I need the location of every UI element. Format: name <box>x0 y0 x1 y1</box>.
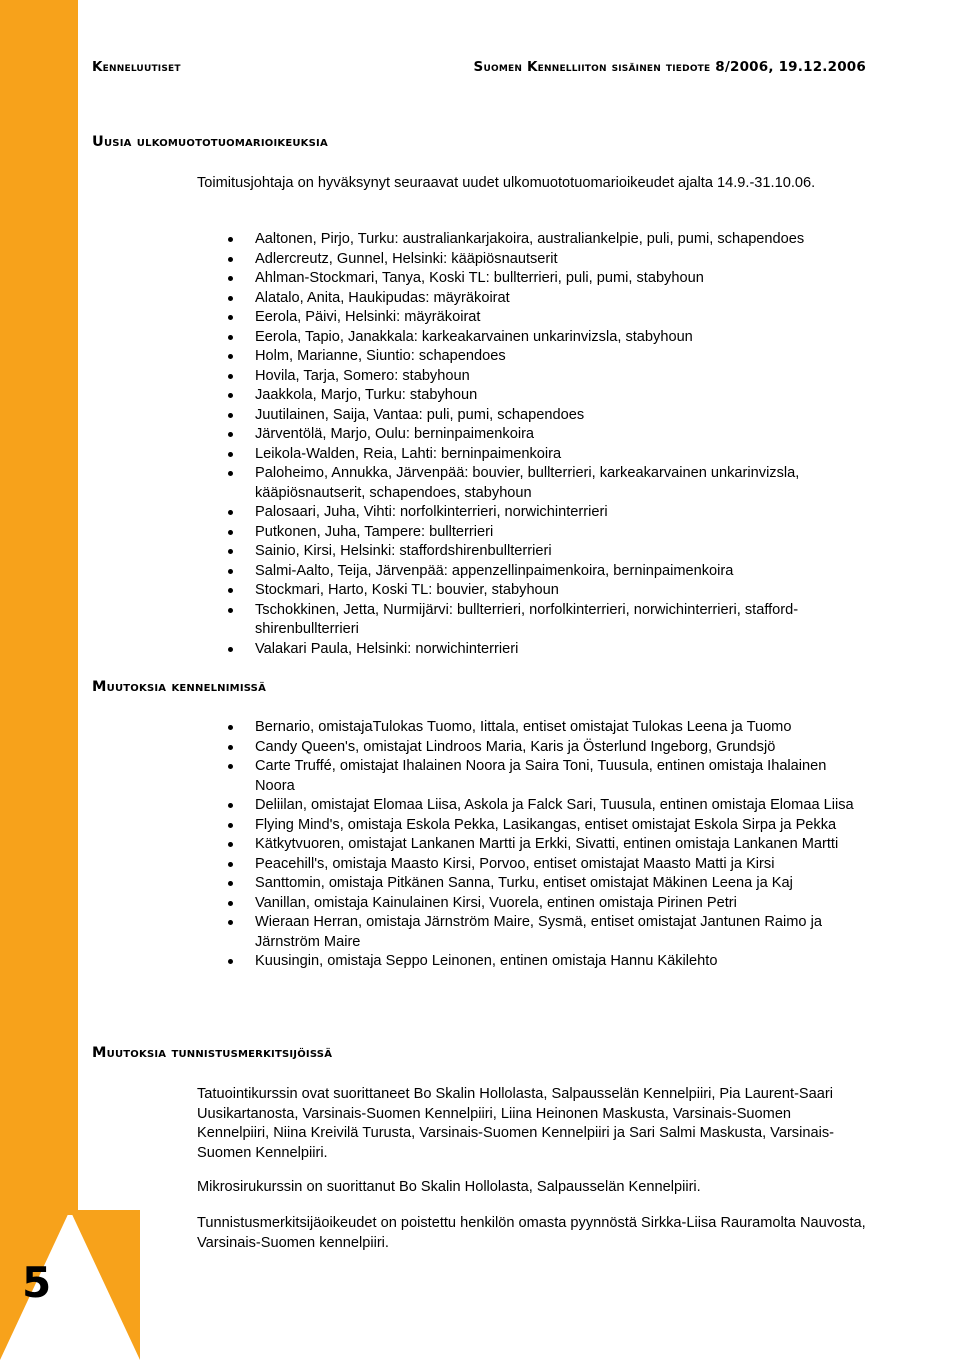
list-item: Paloheimo, Annukka, Järvenpää: bouvier, bullterrieri, karkeakarvainen unkarinvizsla, kääpiösnautserit, schapendoes, stabyhoun <box>228 464 868 503</box>
list-item: Deliilan, omistajat Elomaa Liisa, Askola ja Falck Sari, Tuusula, entinen omistaja Elomaa Liisa <box>228 796 868 816</box>
section-heading-identification-markers: Muutoksia tunnistusmerkitsijöissä <box>92 1045 333 1061</box>
list-item: Peacehill's, omistaja Maasto Kirsi, Porvoo, entiset omistajat Maasto Matti ja Kirsi <box>228 855 868 875</box>
paragraph-microchip-course: Mikrosirukurssin on suorittanut Bo Skalin Hollolasta, Salpausselän Kennelpiiri. <box>197 1179 701 1195</box>
section-heading-kennel-names: Muutoksia kennelnimissä <box>92 679 267 695</box>
list-item: Eerola, Tapio, Janakkala: karkeakarvainen unkarinvizsla, stabyhoun <box>228 328 868 348</box>
paragraph-tattoo-course: Tatuointikurssin ovat suorittaneet Bo Skalin Hollolasta, Salpausselän Kennelpiiri, Pia Laurent-Saari Uusikartanosta, Varsinais-Suomen Kennelpiiri, Liina Heinonen Maskusta, Varsinais-Suomen Kennelpiiri, Niina Kreivilä Turusta, Varsinais-Suomen Kennelpiiri ja Sari Salmi Maskusta, Varsinais-Suomen Kennelpiiri. <box>197 1086 834 1161</box>
list-item: Holm, Marianne, Siuntio: schapendoes <box>228 347 868 367</box>
list-item: Flying Mind's, omistaja Eskola Pekka, Lasikangas, entiset omistajat Eskola Sirpa ja Pekka <box>228 816 868 836</box>
orange-side-bar <box>0 0 78 1215</box>
header-section-title: Kenneluutiset <box>92 59 181 75</box>
paragraph-rights-removed: Tunnistusmerkitsijäoikeudet on poistettu henkilön omasta pyynnöstä Sirkka-Liisa Rauramolta Nauvosta, Varsinais-Suomen kennelpiiri. <box>197 1215 866 1251</box>
list-item: Salmi-Aalto, Teija, Järvenpää: appenzellinpaimenkoira, berninpaimenkoira <box>228 562 868 582</box>
list-item: Sainio, Kirsi, Helsinki: staffordshirenbullterrieri <box>228 542 868 562</box>
list-item: Aaltonen, Pirjo, Turku: australiankarjakoira, australiankelpie, puli, pumi, schapendoes <box>228 230 868 250</box>
header-publication-info: Suomen Kennelliiton sisäinen tiedote 8/2006, 19.12.2006 <box>473 59 866 75</box>
list-item: Järventölä, Marjo, Oulu: berninpaimenkoira <box>228 425 868 445</box>
list-item: Hovila, Tarja, Somero: stabyhoun <box>228 367 868 387</box>
list-item: Putkonen, Juha, Tampere: bullterrieri <box>228 523 868 543</box>
list-item: Santtomin, omistaja Pitkänen Sanna, Turku, entiset omistajat Mäkinen Leena ja Kaj <box>228 874 868 894</box>
list-item: Valakari Paula, Helsinki: norwichinterrieri <box>228 640 868 660</box>
list-item: Eerola, Päivi, Helsinki: mäyräkoirat <box>228 308 868 328</box>
page-number: 5 <box>22 1258 52 1307</box>
list-item: Kätkytvuoren, omistajat Lankanen Martti ja Erkki, Sivatti, entinen omistaja Lankanen Martti <box>228 835 868 855</box>
list-item: Carte Truffé, omistajat Ihalainen Noora ja Saira Toni, Tuusula, entinen omistaja Ihalainen Noora <box>228 757 868 796</box>
section-intro: Toimitusjohtaja on hyväksynyt seuraavat uudet ulkomuototuomarioikeudet ajalta 14.9.-31.10.06. <box>197 175 816 191</box>
list-item: Candy Queen's, omistajat Lindroos Maria, Karis ja Österlund Ingeborg, Grundsjö <box>228 738 868 758</box>
list-item: Stockmari, Harto, Koski TL: bouvier, stabyhoun <box>228 581 868 601</box>
list-item: Palosaari, Juha, Vihti: norfolkinterrieri, norwichinterrieri <box>228 503 868 523</box>
list-item: Vanillan, omistaja Kainulainen Kirsi, Vuorela, entinen omistaja Pirinen Petri <box>228 894 868 914</box>
section-heading-judging-rights: Uusia ulkomuototuomarioikeuksia <box>92 134 328 150</box>
list-item: Bernario, omistajaTulokas Tuomo, Iittala, entiset omistajat Tulokas Leena ja Tuomo <box>228 718 868 738</box>
list-item: Alatalo, Anita, Haukipudas: mäyräkoirat <box>228 289 868 309</box>
list-item: Leikola-Walden, Reia, Lahti: berninpaimenkoira <box>228 445 868 465</box>
list-item: Juutilainen, Saija, Vantaa: puli, pumi, schapendoes <box>228 406 868 426</box>
page-number-tab <box>0 1210 140 1360</box>
list-item: Tschokkinen, Jetta, Nurmijärvi: bullterrieri, norfolkinterrieri, norwichinterrieri, stafford-shirenbullterrieri <box>228 601 868 640</box>
list-item: Adlercreutz, Gunnel, Helsinki: kääpiösnautserit <box>228 250 868 270</box>
judge-rights-list <box>228 230 868 659</box>
list-item: Jaakkola, Marjo, Turku: stabyhoun <box>228 386 868 406</box>
kennel-name-changes-list <box>228 718 868 972</box>
list-item: Wieraan Herran, omistaja Järnström Maire, Sysmä, entiset omistajat Jantunen Raimo ja Järnström Maire <box>228 913 868 952</box>
list-item: Kuusingin, omistaja Seppo Leinonen, entinen omistaja Hannu Käkilehto <box>228 952 868 972</box>
list-item: Ahlman-Stockmari, Tanya, Koski TL: bullterrieri, puli, pumi, stabyhoun <box>228 269 868 289</box>
